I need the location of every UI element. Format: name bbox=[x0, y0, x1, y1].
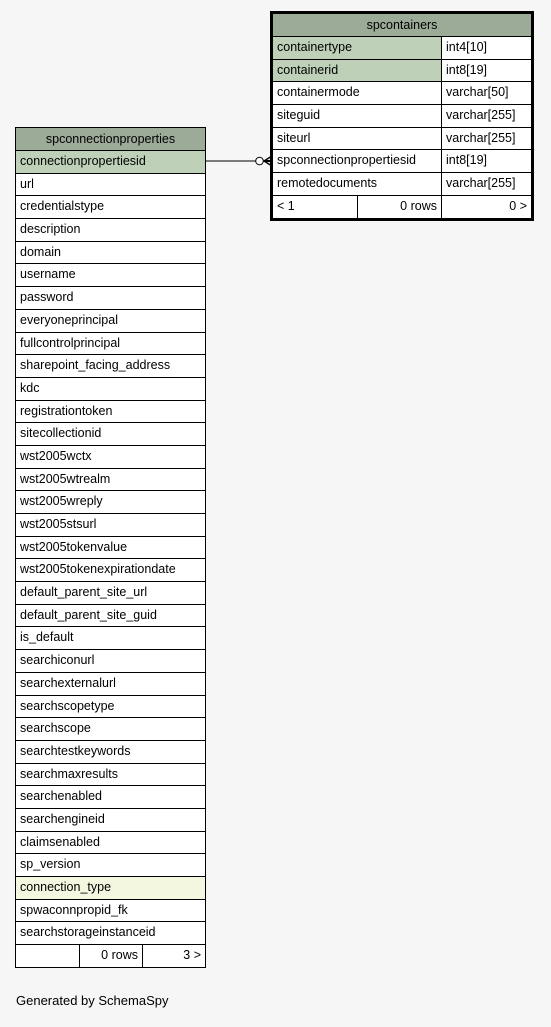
column-name[interactable]: claimsenabled bbox=[16, 832, 205, 854]
column-name[interactable]: default_parent_site_url bbox=[16, 582, 205, 604]
column-name[interactable]: password bbox=[16, 287, 205, 309]
table-footer bbox=[16, 945, 205, 967]
column-name[interactable]: registrationtoken bbox=[16, 401, 205, 423]
footer-parents bbox=[16, 945, 79, 967]
column-name[interactable]: domain bbox=[16, 242, 205, 264]
table-spconnectionproperties[interactable] bbox=[15, 127, 206, 968]
column-name[interactable]: description bbox=[16, 219, 205, 241]
column-name[interactable]: spconnectionpropertiesid bbox=[273, 150, 441, 172]
column-type: int8[19] bbox=[442, 150, 531, 172]
column-name[interactable]: kdc bbox=[16, 378, 205, 400]
column-name[interactable]: remotedocuments bbox=[273, 173, 441, 195]
table-spcontainers[interactable] bbox=[270, 11, 534, 221]
column-name[interactable]: containerid bbox=[273, 60, 441, 82]
column-type: int4[10] bbox=[442, 37, 531, 59]
column-type: varchar[255] bbox=[442, 105, 531, 127]
column-name[interactable]: searchstorageinstanceid bbox=[16, 922, 205, 944]
footer-children[interactable]: 3 > bbox=[143, 945, 205, 967]
column-name[interactable]: username bbox=[16, 264, 205, 286]
table-footer bbox=[273, 196, 531, 218]
column-name[interactable]: searchexternalurl bbox=[16, 673, 205, 695]
column-type: int8[19] bbox=[442, 60, 531, 82]
column-name[interactable]: sharepoint_facing_address bbox=[16, 355, 205, 377]
table-title[interactable]: spconnectionproperties bbox=[16, 128, 205, 150]
column-name[interactable]: default_parent_site_guid bbox=[16, 605, 205, 627]
column-name[interactable]: siteguid bbox=[273, 105, 441, 127]
column-type: varchar[255] bbox=[442, 128, 531, 150]
column-name[interactable]: is_default bbox=[16, 627, 205, 649]
column-name[interactable]: siteurl bbox=[273, 128, 441, 150]
column-name[interactable]: wst2005tokenvalue bbox=[16, 537, 205, 559]
column-name[interactable]: wst2005wreply bbox=[16, 491, 205, 513]
column-name[interactable]: wst2005wctx bbox=[16, 446, 205, 468]
column-name[interactable]: wst2005tokenexpirationdate bbox=[16, 559, 205, 581]
column-name[interactable]: containertype bbox=[273, 37, 441, 59]
column-name[interactable]: searchenabled bbox=[16, 786, 205, 808]
column-name[interactable]: wst2005stsurl bbox=[16, 514, 205, 536]
column-name[interactable]: everyoneprincipal bbox=[16, 310, 205, 332]
column-name[interactable]: searchiconurl bbox=[16, 650, 205, 672]
column-type: varchar[255] bbox=[442, 173, 531, 195]
footer-parents[interactable]: < 1 bbox=[273, 196, 357, 218]
footer-rows: 0 rows bbox=[80, 945, 142, 967]
column-name[interactable]: connectionpropertiesid bbox=[16, 151, 205, 173]
zero-marker-icon bbox=[256, 157, 264, 165]
column-name[interactable]: sp_version bbox=[16, 854, 205, 876]
column-name[interactable]: spwaconnpropid_fk bbox=[16, 900, 205, 922]
table-title[interactable]: spcontainers bbox=[273, 14, 531, 36]
column-name[interactable]: sitecollectionid bbox=[16, 423, 205, 445]
footer-rows: 0 rows bbox=[358, 196, 441, 218]
column-name[interactable]: searchscope bbox=[16, 718, 205, 740]
column-name[interactable]: connection_type bbox=[16, 877, 205, 899]
column-name[interactable]: searchmaxresults bbox=[16, 764, 205, 786]
column-name[interactable]: searchtestkeywords bbox=[16, 741, 205, 763]
column-name[interactable]: url bbox=[16, 174, 205, 196]
column-name[interactable]: fullcontrolprincipal bbox=[16, 333, 205, 355]
column-name[interactable]: searchscopetype bbox=[16, 696, 205, 718]
column-name[interactable]: searchengineid bbox=[16, 809, 205, 831]
column-name[interactable]: credentialstype bbox=[16, 196, 205, 218]
column-type: varchar[50] bbox=[442, 82, 531, 104]
generated-by-label: Generated by SchemaSpy bbox=[16, 993, 169, 1008]
column-name[interactable]: wst2005wtrealm bbox=[16, 469, 205, 491]
footer-children: 0 > bbox=[442, 196, 531, 218]
column-name[interactable]: containermode bbox=[273, 82, 441, 104]
